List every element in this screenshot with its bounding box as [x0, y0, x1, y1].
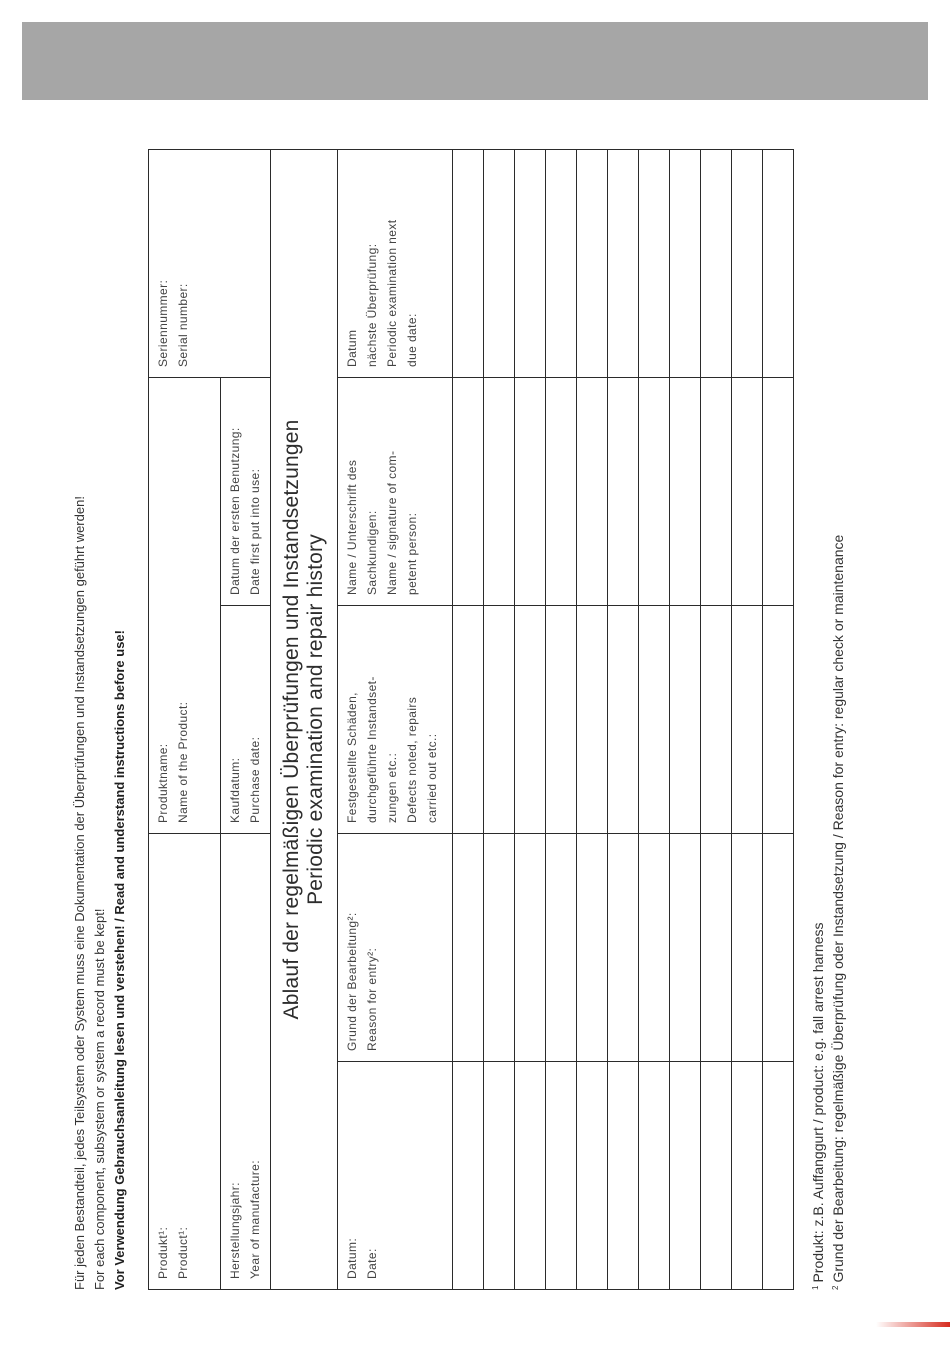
history-title-de: Ablauf der regelmäßigen Überprüfungen und Instandsetzungen — [280, 419, 303, 1020]
entry-cell[interactable] — [546, 1062, 577, 1290]
entry-cell[interactable] — [763, 1062, 794, 1290]
serial-label-de: Seriennummer: — [156, 279, 170, 367]
entry-cell[interactable] — [732, 377, 763, 605]
inspection-record-table — [148, 149, 794, 1290]
entry-cell[interactable] — [763, 605, 794, 833]
purchase-label-en: Purchase date: — [248, 736, 262, 823]
entry-cell[interactable] — [577, 833, 608, 1061]
entry-cell[interactable] — [577, 149, 608, 377]
entry-cell[interactable] — [670, 605, 701, 833]
person-header-line: Sachkundigen: — [365, 510, 379, 595]
serial-number-field[interactable] — [149, 149, 271, 377]
entry-cell[interactable] — [577, 377, 608, 605]
defects-header-line: Festgestellte Schäden, — [345, 692, 359, 823]
reason-column-header — [338, 833, 453, 1061]
entry-cell[interactable] — [670, 833, 701, 1061]
entry-cell[interactable] — [639, 833, 670, 1061]
entry-cell[interactable] — [546, 377, 577, 605]
defects-header-line: durchgeführte Instandset- — [365, 676, 379, 823]
entry-cell[interactable] — [577, 1062, 608, 1290]
intro-text — [70, 150, 130, 1290]
year-of-manufacture-field[interactable] — [221, 833, 271, 1289]
entry-cell[interactable] — [453, 1062, 484, 1290]
product-name-field[interactable] — [149, 377, 221, 833]
entry-cell[interactable] — [670, 377, 701, 605]
product-field[interactable] — [149, 833, 221, 1289]
first-use-label-de: Datum der ersten Benutzung: — [228, 427, 242, 595]
history-title-en: Periodic examination and repair history — [304, 534, 327, 905]
person-header-line: Name / Unterschrift des — [345, 459, 359, 595]
defects-header-line: Defects noted, repairs — [405, 696, 419, 823]
entry-cell[interactable] — [515, 149, 546, 377]
entry-cell[interactable] — [484, 833, 515, 1061]
footnotes — [808, 150, 848, 1290]
entry-cell[interactable] — [701, 833, 732, 1061]
entry-cell[interactable] — [515, 605, 546, 833]
entry-cell[interactable] — [453, 833, 484, 1061]
defects-column-header — [338, 605, 453, 833]
footnote-1-mark: 1 — [811, 1285, 820, 1290]
entry-cell[interactable] — [515, 1062, 546, 1290]
entry-cell[interactable] — [453, 377, 484, 605]
next-header-line: due date: — [405, 313, 419, 367]
table-row — [484, 149, 515, 1289]
footnote-1-text: Produkt: z.B. Auffanggurt / product: e.g. fall arrest harness — [810, 922, 826, 1283]
serial-label-en: Serial number: — [176, 283, 190, 367]
year-label-de: Herstellungsjahr: — [228, 1182, 242, 1279]
footnote-2-text: Grund der Bearbeitung: regelmäßige Überprüfung oder Instandsetzung / Reason for entry: regular check or maintenance — [830, 534, 846, 1283]
entry-cell[interactable] — [546, 149, 577, 377]
table-row — [670, 149, 701, 1289]
entry-cell[interactable] — [763, 377, 794, 605]
date-header-en: Date: — [365, 1248, 379, 1279]
reason-header-en: Reason for entry²: — [365, 947, 379, 1051]
entry-cell[interactable] — [732, 1062, 763, 1290]
table-row — [763, 149, 794, 1289]
entry-cell[interactable] — [577, 605, 608, 833]
year-label-en: Year of manufacture: — [248, 1160, 262, 1279]
entry-cell[interactable] — [639, 1062, 670, 1290]
intro-line-en: For each component, subsystem or system a record must be kept! — [92, 908, 107, 1290]
defects-header-line: zungen etc.: — [385, 752, 399, 823]
table-row — [546, 149, 577, 1289]
person-header-line: Name / signature of com- — [385, 450, 399, 595]
entry-cell[interactable] — [608, 149, 639, 377]
entry-cell[interactable] — [546, 833, 577, 1061]
next-header-line: Datum — [345, 329, 359, 367]
table-row — [515, 149, 546, 1289]
product-name-label-de: Produktname: — [156, 743, 170, 823]
product-name-label-en: Name of the Product: — [176, 701, 190, 823]
person-column-header — [338, 377, 453, 605]
entry-cell[interactable] — [639, 377, 670, 605]
footnote-2-mark: 2 — [831, 1285, 840, 1290]
reason-header-de: Grund der Bearbeitung²: — [345, 912, 359, 1051]
entry-cell[interactable] — [608, 377, 639, 605]
entry-cell[interactable] — [701, 377, 732, 605]
next-header-line: Periodic examination next — [385, 219, 399, 367]
entry-cell[interactable] — [701, 1062, 732, 1290]
entry-cell[interactable] — [608, 833, 639, 1061]
first-use-date-field[interactable] — [221, 377, 271, 605]
next-date-column-header — [338, 149, 453, 377]
product-row — [149, 149, 221, 1289]
record-sheet — [60, 150, 860, 1290]
corner-accent — [876, 1322, 950, 1327]
table-row — [639, 149, 670, 1289]
column-header-row — [338, 149, 453, 1289]
footnote-1 — [808, 150, 828, 1290]
entry-cell[interactable] — [453, 149, 484, 377]
entry-cell[interactable] — [608, 605, 639, 833]
person-header-line: petent person: — [405, 512, 419, 595]
entry-cell[interactable] — [732, 605, 763, 833]
table-row — [608, 149, 639, 1289]
entry-cell[interactable] — [515, 833, 546, 1061]
product-label-en: Product¹: — [176, 1226, 190, 1279]
entry-cell[interactable] — [763, 833, 794, 1061]
date-header-de: Datum: — [345, 1237, 359, 1279]
table-row — [577, 149, 608, 1289]
intro-warning: Vor Verwendung Gebrauchsanleitung lesen und verstehen! / Read and understand instructions before use! — [112, 630, 127, 1290]
entry-cell[interactable] — [763, 149, 794, 377]
blank-entry-rows — [453, 149, 794, 1289]
table-row — [453, 149, 484, 1289]
entry-cell[interactable] — [670, 1062, 701, 1290]
entry-cell[interactable] — [639, 605, 670, 833]
table-row — [701, 149, 732, 1289]
entry-cell[interactable] — [484, 1062, 515, 1290]
purchase-date-field[interactable] — [221, 605, 271, 833]
entry-cell[interactable] — [484, 377, 515, 605]
table-row — [732, 149, 763, 1289]
entry-cell[interactable] — [639, 149, 670, 377]
header-bar — [22, 22, 928, 100]
date-column-header — [338, 1062, 453, 1290]
entry-cell[interactable] — [732, 149, 763, 377]
footnote-2 — [828, 150, 848, 1290]
defects-header-line: carried out etc.: — [425, 733, 439, 823]
title-row — [271, 149, 338, 1289]
purchase-label-de: Kaufdatum: — [228, 757, 242, 823]
entry-cell[interactable] — [453, 605, 484, 833]
product-label-de: Produkt¹: — [156, 1226, 170, 1279]
first-use-label-en: Date first put into use: — [248, 468, 262, 595]
next-header-line: nächste Überprüfung: — [365, 243, 379, 367]
entry-cell[interactable] — [732, 833, 763, 1061]
history-title — [271, 149, 338, 1289]
entry-cell[interactable] — [608, 1062, 639, 1290]
entry-cell[interactable] — [701, 149, 732, 377]
entry-cell[interactable] — [484, 149, 515, 377]
entry-cell[interactable] — [546, 605, 577, 833]
entry-cell[interactable] — [701, 605, 732, 833]
entry-cell[interactable] — [515, 377, 546, 605]
intro-line-de: Für jeden Bestandteil, jedes Teilsystem oder System muss eine Dokumentation der Überprüfungen und Instandsetzungen geführt werden! — [72, 496, 87, 1290]
entry-cell[interactable] — [670, 149, 701, 377]
entry-cell[interactable] — [484, 605, 515, 833]
